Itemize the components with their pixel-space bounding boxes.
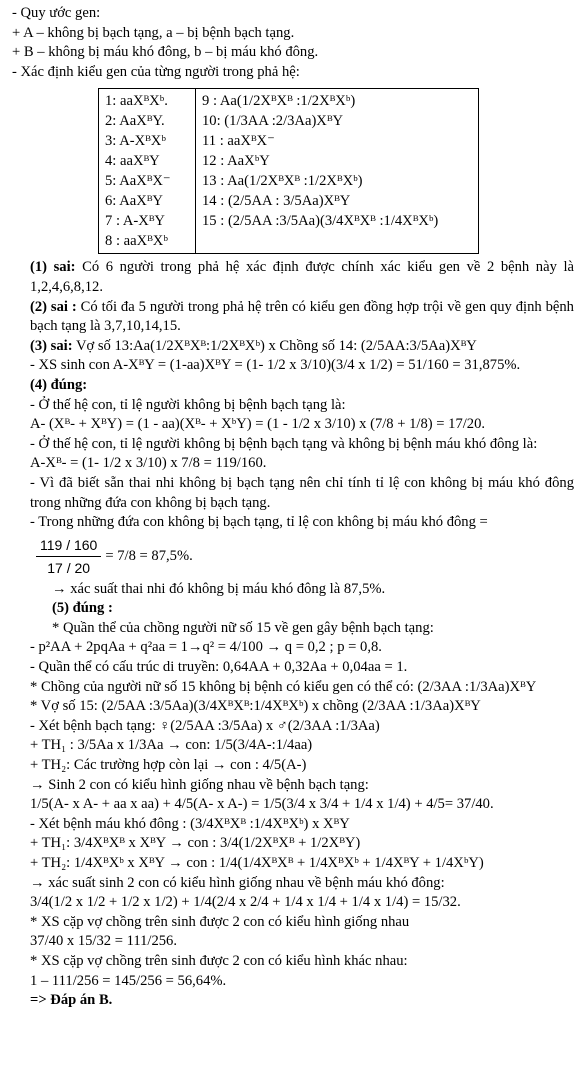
genotype-13: 13 : Aa(1/2XᴮXᴮ :1/2XᴮXᵇ) (202, 173, 363, 190)
statement-5-line-9: → Sinh 2 con có kiểu hình giống nhau về bệnh bạch tạng: (30, 776, 369, 793)
statement-5-line-5: * Vợ số 15: (2/5AA :3/5Aa)(3/4XᴮXᴮ:1/4XᴮXᵇ) x chồng (2/3AA :1/3Aa)XᴮY (30, 698, 481, 715)
intro-allele-a: + A – không bị bạch tạng, a – bị bệnh bạch tạng. (12, 24, 295, 41)
statement-1 (12, 258, 574, 297)
statement-4-fraction-line (12, 535, 574, 578)
statement-4-line-6: - Trong những đứa con không bị bạch tạng, tỉ lệ con không bị máu khó đông = (30, 514, 488, 531)
genotype-8: 8 : aaXᴮXᵇ (105, 233, 168, 250)
statement-4-line-1: - Ở thế hệ con, tỉ lệ người không bị bệnh bạch tạng là: (30, 396, 346, 413)
genotype-7: 7 : A-XᴮY (105, 213, 165, 230)
statement-4-label: (4) đúng: (30, 376, 88, 393)
statement-5-line-15: 3/4(1/2 x 1/2 + 1/2 x 1/2) + 1/4(2/4 x 2/4 + 1/4 x 1/4 + 1/4 x 1/4) = 15/32. (30, 894, 461, 911)
solution-document (12, 4, 574, 1011)
genotype-15: 15 : (2/5AA :3/5Aa)(3/4XᴮXᴮ :1/4XᴮXᵇ) (202, 213, 439, 230)
statement-3-text: Vợ số 13:Aa(1/2XᴮXᴮ:1/2XᴮXᵇ) x Chồng số 14: (2/5AA:3/5Aa)XᴮY (72, 337, 477, 354)
statement-5-label: (5) đúng : (52, 600, 113, 617)
statement-1-label: (1) sai: (30, 259, 76, 276)
statement-4-line-5: - Vì đã biết sẵn thai nhi không bị bạch tạng nên chỉ tính tỉ lệ con không bị máu khó đông trong những đứa con không bị bạch tạng. (30, 474, 574, 511)
statement-5-line-14: → xác suất sinh 2 con có kiểu hình giống nhau về bệnh máu khó đông: (30, 874, 445, 891)
probability-fraction (36, 535, 101, 578)
genotype-column-right (196, 89, 479, 254)
genotype-4: 4: aaXᴮY (105, 153, 160, 170)
statement-5-line-1: * Quần thể của chồng người nữ số 15 về gen gây bệnh bạch tạng: (52, 619, 434, 636)
statement-4-line-2: A- (Xᴮ- + XᴮY) = (1 - aa)(Xᴮ- + XᵇY) = (1 - 1/2 x 3/10) x (7/8 + 1/8) = 17/20. (30, 416, 486, 433)
statement-5-line-3: - Quần thể có cấu trúc di truyền: 0,64AA + 0,32Aa + 0,04aa = 1. (30, 659, 408, 676)
statement-2-text: Có tối đa 5 người trong phả hệ trên có kiểu gen đồng hợp trội về gen quy định bệnh bạch tạng là 3,7,10,14,15. (30, 298, 574, 335)
genotype-14: 14 : (2/5AA : 3/5Aa)XᴮY (202, 193, 351, 210)
genotype-6: 6: AaXᴮY (105, 193, 163, 210)
statement-5-line-11: - Xét bệnh máu khó đông : (3/4XᴮXᴮ :1/4XᴮXᵇ) x XᴮY (30, 815, 350, 832)
statement-5-line-4: * Chồng của người nữ số 15 không bị bệnh có kiểu gen có thể có: (2/3AA :1/3Aa)XᴮY (30, 678, 537, 695)
genotype-11: 11 : aaXᴮX⁻ (202, 133, 275, 150)
genotype-5: 5: AaXᴮX⁻ (105, 173, 171, 190)
genotype-2: 2: AaXᴮY. (105, 113, 165, 130)
genotype-10: 10: (1/3AA :2/3Aa)XᴮY (202, 113, 344, 130)
statement-5-line-6: - Xét bệnh bạch tạng: ♀(2/5AA :3/5Aa) x ♂(2/3AA :1/3Aa) (30, 717, 380, 734)
statement-5-line-2: - p²AA + 2pqAa + q²aa = 1→q² = 4/100 → q = 0,2 ; p = 0,8. (30, 639, 382, 656)
statement-4-conclusion: → xác suất thai nhi đó không bị máu khó đông là 87,5%. (52, 580, 386, 597)
genotype-table (98, 88, 479, 254)
statement-5-line-8: + TH₂: Các trường hợp còn lại → con : 4/5(A-) (30, 757, 307, 774)
genotype-12: 12 : AaXᵇY (202, 153, 270, 170)
genotype-column-left (99, 89, 196, 254)
statement-2 (12, 298, 574, 337)
statement-2-label: (2) sai : (30, 298, 77, 315)
statement-1-text: Có 6 người trong phả hệ xác định được chính xác kiểu gen về 2 bệnh này là 1,2,4,6,8,12. (30, 259, 575, 295)
statement-5-line-13: + TH₂: 1/4XᴮXᵇ x XᴮY → con : 1/4(1/4XᴮXᴮ + 1/4XᴮXᵇ + 1/4XᴮY + 1/4XᵇY) (30, 855, 484, 871)
genotype-1: 1: aaXᴮXᵇ. (105, 93, 168, 110)
final-answer: => Đáp án B. (30, 992, 113, 1009)
fraction-result: = 7/8 = 87,5%. (105, 547, 193, 564)
statement-5-line-19: 1 – 111/256 = 145/256 = 56,64%. (30, 972, 227, 989)
intro-allele-b: + B – không bị máu khó đông, b – bị máu khó đông. (12, 44, 319, 61)
fraction-numerator: 119 / 160 (36, 535, 101, 557)
statement-5-line-7: + TH₁ : 3/5Aa x 1/3Aa → con: 1/5(3/4A-:1/4aa) (30, 737, 313, 754)
statement-5-line-17: 37/40 x 15/32 = 111/256. (30, 933, 178, 950)
statement-3-label: (3) sai: (30, 337, 73, 354)
statement-3-probability: - XS sinh con A-XᴮY = (1-aa)XᴮY = (1- 1/2 x 3/10)(3/4 x 1/2) = 51/160 = 31,875%. (30, 357, 521, 374)
genotype-3: 3: A-XᴮXᵇ (105, 133, 166, 150)
statement-5-line-16: * XS cặp vợ chồng trên sinh được 2 con có kiểu hình giống nhau (30, 913, 410, 930)
statement-5-line-10: 1/5(A- x A- + aa x aa) + 4/5(A- x A-) = 1/5(3/4 x 3/4 + 1/4 x 1/4) + 4/5= 37/40. (30, 796, 494, 813)
statement-5-line-18: * XS cặp vợ chồng trên sinh được 2 con có kiểu hình khác nhau: (30, 952, 408, 969)
fraction-denominator: 17 / 20 (47, 559, 91, 576)
statement-4-line-4: A-Xᴮ- = (1- 1/2 x 3/10) x 7/8 = 119/160. (30, 455, 267, 472)
statement-3 (12, 337, 574, 357)
statement-4-line-3: - Ở thế hệ con, tỉ lệ người không bị bệnh bạch tạng và không bị bệnh máu khó đông là: (30, 435, 538, 452)
genotype-9: 9 : Aa(1/2XᴮXᴮ :1/2XᴮXᵇ) (202, 93, 356, 110)
statement-5-line-12: + TH₁: 3/4XᴮXᴮ x XᴮY → con : 3/4(1/2XᴮXᴮ + 1/2XᴮY) (30, 835, 361, 852)
intro-pedigree-task: - Xác định kiểu gen của từng người trong phả hệ: (12, 63, 300, 80)
intro-gene-convention: - Quy ước gen: (12, 5, 101, 21)
